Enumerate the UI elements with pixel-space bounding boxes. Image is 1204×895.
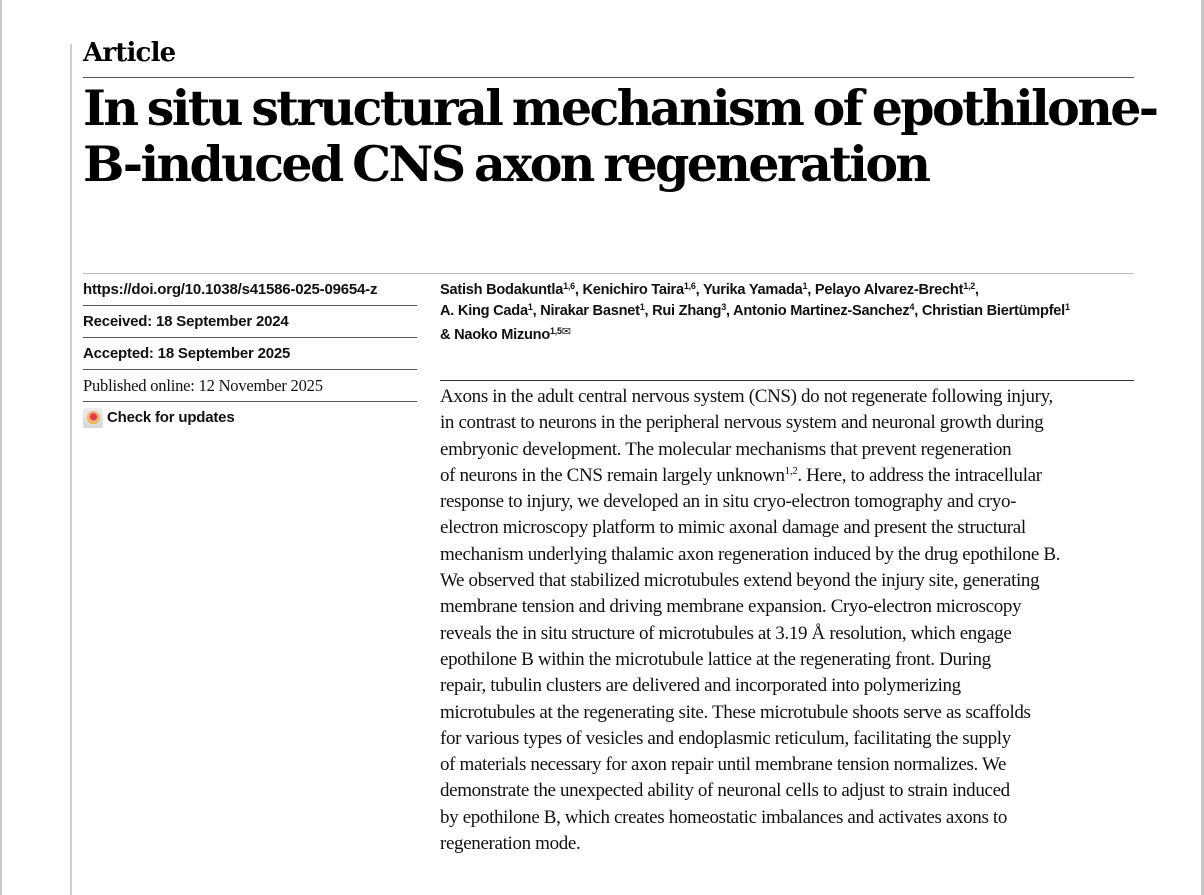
- received-date: Received: 18 September 2024: [83, 306, 417, 338]
- author[interactable]: Nirakar Basnet$^1$: [540, 302, 645, 319]
- abstract-line: of materials necessary for axon repair until membrane tension normalizes. We: [440, 754, 1007, 776]
- author[interactable]: Kenichiro Taira$^{1,6}$: [582, 281, 696, 298]
- abstract-line: Axons in the adult central nervous system (CNS) do not regenerate following injury,: [440, 386, 1053, 407]
- abstract-line: for various types of vesicles and endoplasmic reticulum, facilitating the supply: [440, 727, 1011, 749]
- author[interactable]: Yurika Yamada$^1$: [702, 281, 808, 298]
- abstract-line: response to injury, we developed an in situ cryo-electron tomography and cryo-: [440, 491, 1017, 513]
- abstract-line: We observed that stabilized microtubules extend beyond the injury site, generating: [440, 570, 1040, 592]
- abstract-line: embryonic development. The molecular mechanisms that prevent regeneration: [440, 438, 1012, 460]
- abstract-line: demonstrate the unexpected ability of neuronal cells to adjust to strain induced: [440, 780, 1010, 802]
- article-title: [83, 80, 1163, 192]
- abstract-divider: [440, 380, 1134, 381]
- abstract-line: by epothilone B, which creates homeostatic imbalances and activates axons to: [440, 806, 1007, 828]
- abstract-line: mechanism underlying thalamic axon regeneration induced by the drug epothilone B.: [440, 543, 1061, 565]
- check-for-updates-label: Check for updates: [107, 409, 235, 426]
- page-margin-rule: [70, 44, 72, 895]
- abstract-line: reveals the in situ structure of microtubules at 3.19 Å resolution, which engage: [440, 622, 1012, 644]
- author[interactable]: Christian Biertümpfel$^1$: [921, 302, 1070, 319]
- abstract-line: of neurons in the CNS remain largely unknown$^{1,2}$. Here, to address the intracellular: [440, 464, 1042, 486]
- abstract-line: membrane tension and driving membrane expansion. Cryo-electron microscopy: [440, 596, 1022, 618]
- author[interactable]: Rui Zhang$^3$: [652, 302, 726, 319]
- doi-link[interactable]: https://doi.org/10.1038/s41586-025-09654-z: [83, 274, 417, 306]
- author[interactable]: & Naoko Mizuno$^{1,5}$: [440, 326, 562, 343]
- title-line: In situ structural mechanism of epothilone-: [83, 79, 1157, 137]
- abstract-line: repair, tubulin clusters are delivered and incorporated into polymerizing: [440, 675, 961, 697]
- abstract-line: microtubules at the regenerating site. These microtubule shoots serve as scaffolds: [440, 701, 1031, 723]
- accepted-date: Accepted: 18 September 2025: [83, 338, 417, 370]
- title-line: B-induced CNS axon regeneration: [83, 135, 929, 193]
- abstract-line: epothilone B within the microtubule lattice at the regenerating front. During: [440, 648, 991, 670]
- viewer-left-edge: [0, 0, 2, 895]
- title-divider: [83, 77, 1134, 78]
- author-list: Satish Bodakuntla$^{1,6}$, Kenichiro Taira$^{1,6}$, Yurika Yamada$^1$, Pelayo Alvarez-Brecht$^{1,2}$, A. King Cada$^1$, Nirakar Basnet$^1$, Rui Zhang$^3$, Antonio Martinez-Sanchez$^4$, Christian Biertümpfel$^1$ & Naoko Mizuno$^{1,5✉}$: [440, 281, 1070, 343]
- crossmark-icon: [83, 408, 103, 428]
- check-for-updates-button[interactable]: [83, 402, 417, 433]
- abstract-line: in contrast to neurons in the peripheral nervous system and neuronal growth during: [440, 412, 1044, 434]
- abstract-line: regeneration mode.: [440, 833, 581, 855]
- abstract-line: electron microscopy platform to mimic axonal damage and present the structural: [440, 517, 1026, 539]
- author[interactable]: A. King Cada$^1$: [440, 302, 533, 319]
- author[interactable]: Antonio Martinez-Sanchez$^4$: [733, 302, 915, 319]
- citation-ref[interactable]: 1,2: [784, 464, 798, 477]
- author[interactable]: Satish Bodakuntla$^{1,6}$: [440, 281, 575, 298]
- article-type-label: Article: [83, 38, 176, 68]
- article-metadata: [83, 274, 417, 433]
- author[interactable]: Pelayo Alvarez-Brecht$^{1,2}$: [814, 281, 975, 298]
- envelope-icon[interactable]: ✉: [561, 326, 571, 338]
- published-date: Published online: 12 November 2025: [83, 370, 417, 402]
- abstract: [440, 384, 1140, 857]
